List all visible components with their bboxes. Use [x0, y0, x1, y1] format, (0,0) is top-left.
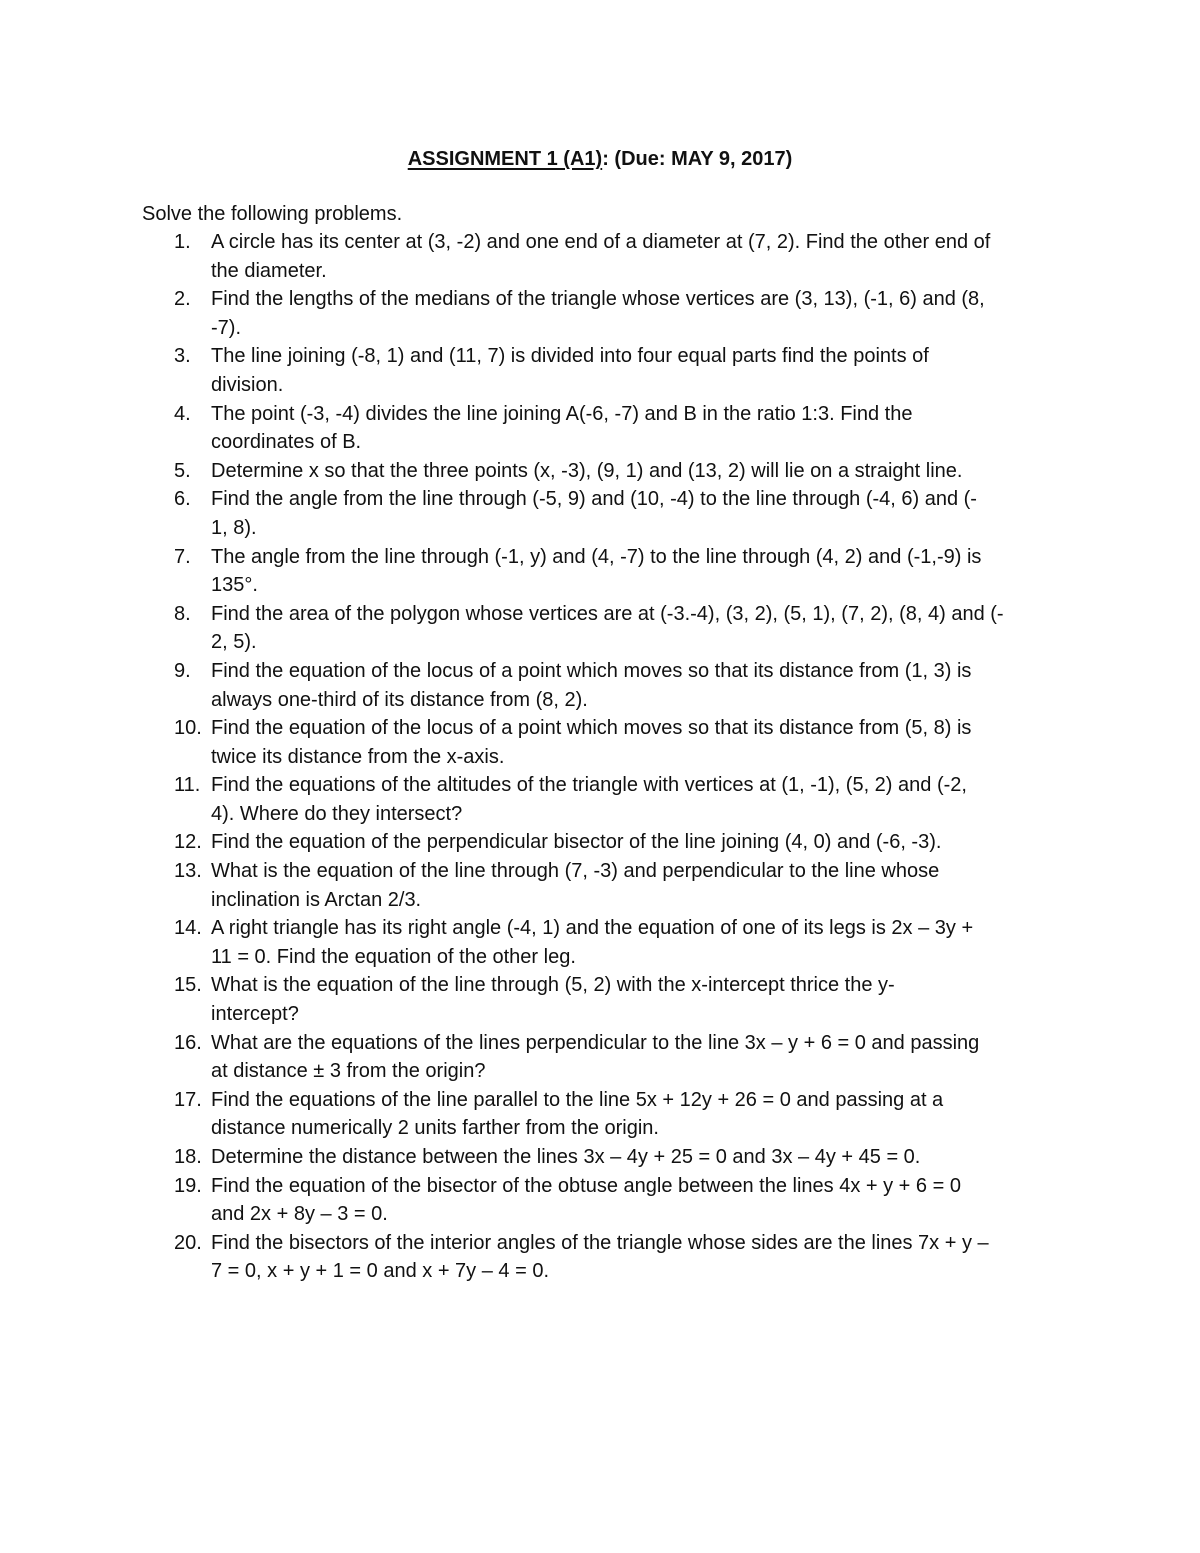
problem-number: 18. [174, 1146, 202, 1168]
list-item [0, 228, 1053, 285]
problem-number: 6. [174, 488, 191, 511]
list-item [0, 342, 1053, 399]
list-item [0, 485, 1053, 542]
list-item [0, 1172, 1053, 1229]
list-item [0, 857, 1053, 914]
problem-number: 15. [174, 974, 202, 997]
problem-list [0, 228, 1200, 1286]
list-item [0, 771, 1053, 828]
problem-text-line: -7). [211, 316, 241, 339]
problem-text-line: at distance ± 3 from the origin? [211, 1060, 486, 1083]
list-item [0, 1029, 1053, 1086]
problem-text-line: Find the equation of the locus of a point which moves so that its distance from (1, 3) is [211, 659, 972, 682]
due-date: : (Due: MAY 9, 2017) [602, 148, 793, 170]
problem-number: 8. [174, 602, 191, 625]
problem-text-line: the diameter. [211, 259, 327, 282]
problem-text-line: A circle has its center at (3, -2) and one end of a diameter at (7, 2). Find the other end of [211, 231, 991, 253]
problem-text-line: distance numerically 2 units farther from the origin. [211, 1117, 659, 1140]
problem-number: 5. [174, 459, 191, 482]
problem-text-line: The angle from the line through (-1, y) and (4, -7) to the line through (4, 2) and (-1,-9) is [211, 545, 982, 568]
problem-number: 2. [174, 288, 191, 311]
list-item [0, 914, 1053, 971]
problem-number: 9. [174, 659, 191, 682]
list-item [0, 1086, 1053, 1143]
problem-text-line: division. [211, 373, 284, 396]
problem-text-line: 1, 8). [211, 516, 257, 539]
problem-text-line: Find the equations of the altitudes of the triangle with vertices at (1, -1), (5, 2) and (-2, [211, 774, 967, 797]
list-item [0, 285, 1053, 342]
problem-text-line: Determine x so that the three points (x, -3), (9, 1) and (13, 2) will lie on a straight line. [211, 459, 963, 482]
problem-number: 10. [174, 717, 202, 740]
problem-text-line: and 2x + 8y – 3 = 0. [211, 1203, 388, 1226]
assignment-name: ASSIGNMENT 1 (A1) [407, 148, 603, 170]
instructions: Solve the following problems. [142, 203, 403, 225]
list-item [0, 657, 1053, 714]
problem-text-line: What is the equation of the line through (5, 2) with the x-intercept thrice the y- [211, 974, 895, 997]
problem-text-line: The point (-3, -4) divides the line joining A(-6, -7) and B in the ratio 1:3. Find the [211, 402, 913, 425]
problem-text-line: Find the equations of the line parallel to the line 5x + 12y + 26 = 0 and passing at a [211, 1088, 944, 1111]
problem-text-line: intercept? [211, 1003, 299, 1026]
problem-number: 13. [174, 860, 202, 883]
list-item [0, 971, 1053, 1028]
list-item [0, 714, 1053, 771]
problem-text-line: Find the lengths of the medians of the triangle whose vertices are (3, 13), (-1, 6) and (8, [211, 288, 985, 311]
problem-text-line: 135°. [211, 574, 258, 597]
problem-number: 3. [174, 345, 191, 368]
list-item [0, 543, 1053, 600]
problem-text-line: inclination is Arctan 2/3. [211, 888, 422, 911]
problem-text-line: What are the equations of the lines perpendicular to the line 3x – y + 6 = 0 and passing [211, 1031, 980, 1054]
problem-number: 12. [174, 831, 202, 854]
problem-text-line: Find the angle from the line through (-5, 9) and (10, -4) to the line through (-4, 6) and (- [211, 488, 977, 511]
list-item [0, 1229, 1053, 1286]
problem-text-line: always one-third of its distance from (8, 2). [211, 688, 588, 711]
problem-text-line: Find the area of the polygon whose vertices are at (-3.-4), (3, 2), (5, 1), (7, 2), (8, 4) and (- [211, 602, 1004, 625]
problem-number: 20. [174, 1231, 202, 1254]
problem-number: 11. [174, 774, 201, 797]
list-item [0, 828, 1053, 857]
problem-text-line: The line joining (-8, 1) and (11, 7) is divided into four equal parts find the points of [211, 345, 929, 368]
problem-text-line: coordinates of B. [211, 431, 362, 454]
problem-number: 14. [174, 917, 202, 940]
problem-text-line: Determine the distance between the lines 3x – 4y + 25 = 0 and 3x – 4y + 45 = 0. [211, 1146, 921, 1168]
problem-text-line: 4). Where do they intersect? [211, 802, 463, 825]
problem-number: 19. [174, 1174, 202, 1197]
problem-text-line: What is the equation of the line through (7, -3) and perpendicular to the line whose [211, 860, 940, 883]
list-item [0, 600, 1053, 657]
problem-text-line: Find the equation of the perpendicular bisector of the line joining (4, 0) and (-6, -3). [211, 831, 942, 854]
problem-text-line: Find the bisectors of the interior angles of the triangle whose sides are the lines 7x + y – [211, 1231, 989, 1254]
problem-text-line: Find the equation of the bisector of the obtuse angle between the lines 4x + y + 6 = 0 [211, 1174, 961, 1197]
problem-text-line: A right triangle has its right angle (-4, 1) and the equation of one of its legs is 2x – 3y + [211, 917, 974, 940]
problem-text-line: 11 = 0. Find the equation of the other leg. [211, 945, 576, 968]
list-item [0, 457, 1053, 486]
problem-number: 17. [174, 1088, 202, 1111]
problem-number: 7. [174, 545, 191, 568]
problem-number: 4. [174, 402, 191, 425]
problem-text-line: twice its distance from the x-axis. [211, 745, 505, 768]
list-item [0, 400, 1053, 457]
list-item [0, 1143, 1053, 1172]
problem-text-line: Find the equation of the locus of a point which moves so that its distance from (5, 8) is [211, 717, 972, 740]
problem-number: 16. [174, 1031, 202, 1054]
problem-number: 1. [174, 231, 191, 253]
page-title [0, 145, 1200, 173]
problem-text-line: 7 = 0, x + y + 1 = 0 and x + 7y – 4 = 0. [211, 1260, 550, 1283]
problem-text-line: 2, 5). [211, 631, 257, 654]
